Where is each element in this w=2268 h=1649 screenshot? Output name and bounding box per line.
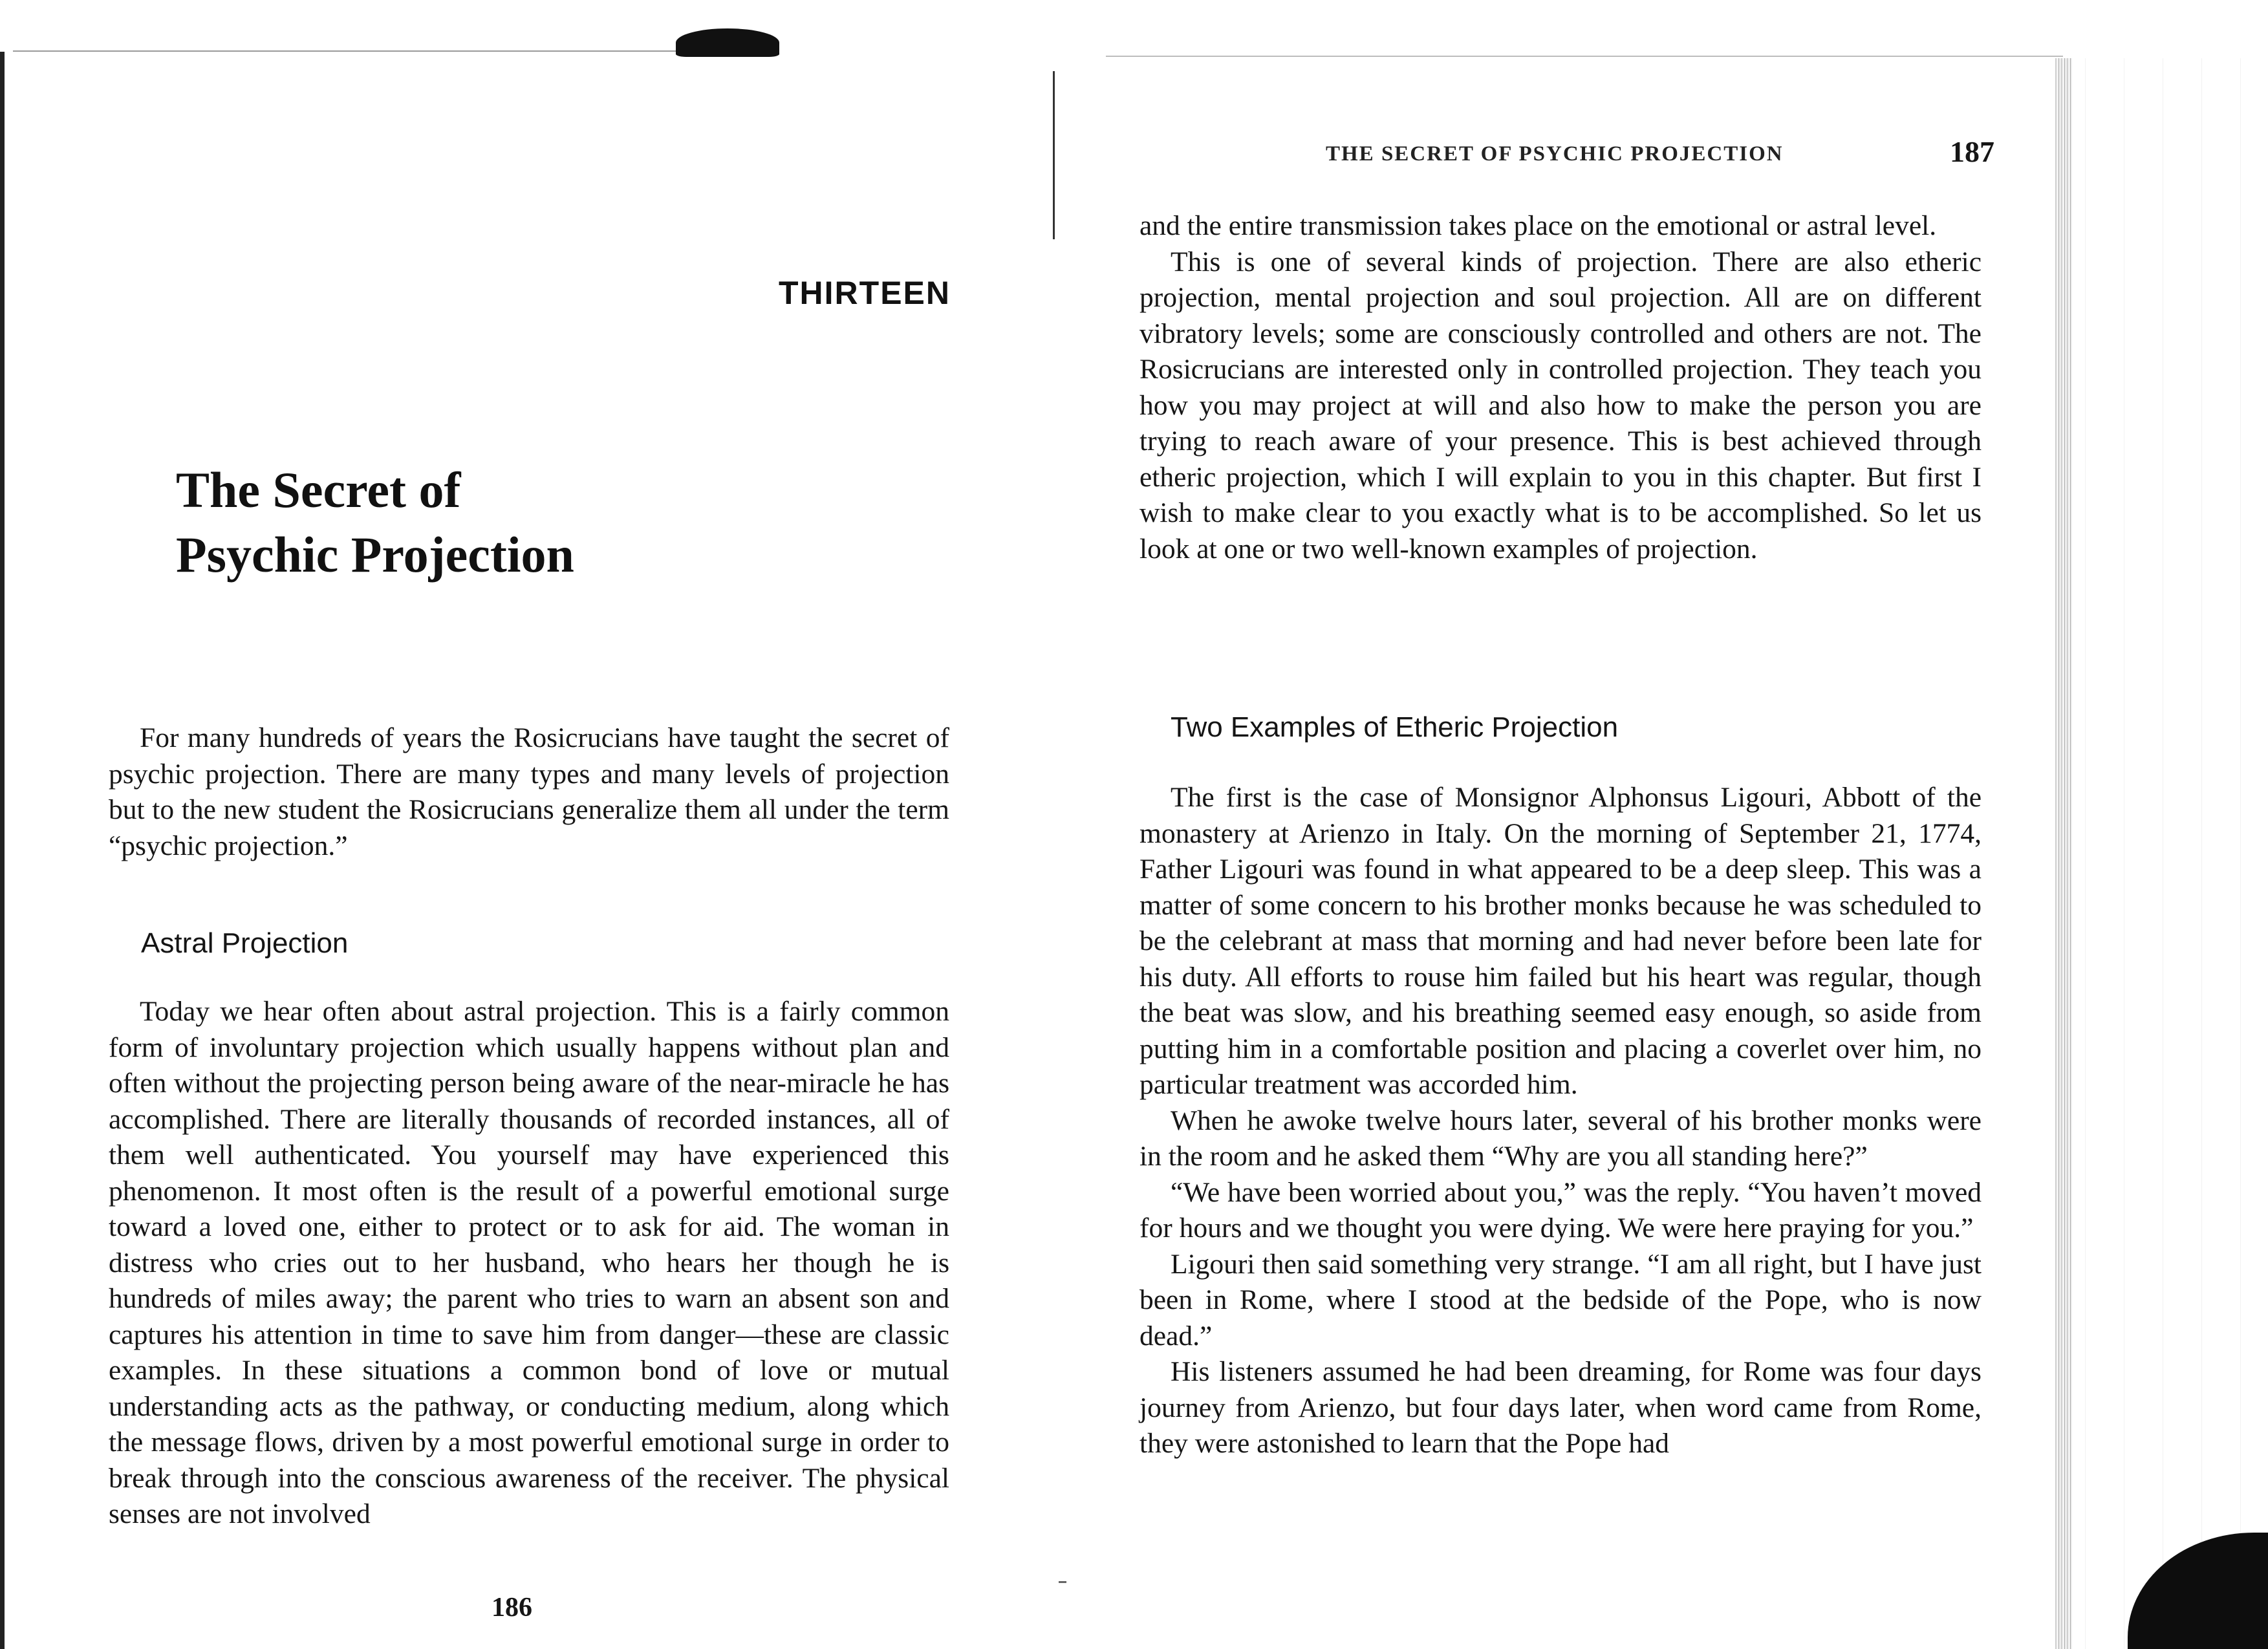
intro-paragraph: For many hundreds of years the Rosicrucians have taught the secret of psychic projection. There are many types and many levels of projection but to the new student the Rosicrucians generalize them all under the term “psychic projection.” [109,722,949,861]
chapter-title [176,458,758,587]
page-number-left: 186 [491,1593,532,1622]
scan-background-right [2072,58,2268,1649]
body-paragraph: When he awoke twelve hours later, several of his brother monks were in the room and he asked them “Why are you all standing here?” [1139,1105,1982,1172]
body-paragraph: Ligouri then said something very strange. “I am all right, but I have just been in Rome, where I stood at the bedside of the Pope, who is now dead.” [1139,1248,1982,1352]
scan-edge-shadow [0,52,5,1649]
page-edge-stack [2055,58,2072,1649]
running-head: THE SECRET OF PSYCHIC PROJECTION [1326,142,1784,166]
gutter-mark [1059,1581,1066,1583]
intro-text [109,720,949,864]
page-number-right: 187 [1950,135,1994,168]
body-paragraph: “We have been worried about you,” was the reply. “You haven’t moved for hours and we thought you were dying. We were here praying for you.” [1139,1176,1982,1244]
scan-blot [676,28,779,57]
etheric-text [1139,780,1982,1462]
chapter-number: THIRTEEN [779,275,951,311]
body-paragraph: The first is the case of Monsignor Alphonsus Ligouri, Abbott of the monastery at Arienzo in Italy. On the morning of September 21, 1774, Father Ligouri was found in what appeared to be a deep sleep. This was a matter of some concern to his brother monks because he was scheduled to be the celebrant at mass that morning and had never before been late for his duty. All efforts to rouse him failed but his heart was regular, though the beat was slow, and his breathing seemed easy enough, so aside from putting him in a comfortable position and placing a coverlet over him, no particular treatment was accorded him. [1139,782,1982,1100]
continuation-paragraph: and the entire transmission takes place on the emotional or astral level. [1139,210,1937,241]
astral-paragraph: Today we hear often about astral projection. This is a fairly common form of involuntary projection which usually happens without plan and often without the projecting person being aware of the near-miracle he has accomplished. There are literally thousands of recorded instances, all of them well authenticated. You yourself may have experienced this phenomenon. It most often is the result of a powerful emotional surge toward a loved one, either to protect or to ask for aid. The woman in distress who cries out to her husband, who hears her though he is hundreds of miles away; the parent who tries to warn an absent son and captures his attention in time to save him from danger—these are classic examples. In these situations a common bond of love or mutual understanding acts as the pathway, or conducting medium, along which the message flows, driven by a most powerful emotional surge in order to break through into the conscious awareness of the receiver. The physical senses are not involved [109,996,949,1529]
gutter-line [1053,71,1055,239]
section-heading-etheric: Two Examples of Etheric Projection [1171,711,1619,743]
right-top-text [1139,208,1982,567]
scan-top-edge-left [13,50,776,52]
section-heading-astral: Astral Projection [141,927,349,959]
kinds-paragraph: This is one of several kinds of projection. There are also etheric projection, mental projection and soul projection. All are on different vibratory levels; some are consciously controlled and others are not. The Rosicrucians are interested only in controlled projection. They teach you how you may project at will and also how to make the person you are trying to reach aware of your presence. This is best achieved through etheric projection, which I will explain to you in this chapter. But first I wish to make clear to you exactly what is to be accomplished. So let us look at one or two well-known examples of projection. [1139,246,1982,565]
chapter-title-line-1: The Secret of [176,462,461,518]
scan-top-edge-right [1106,56,2063,57]
chapter-title-line-2: Psychic Projection [176,526,574,583]
body-paragraph: His listeners assumed he had been dreaming, for Rome was four days journey from Arienzo, but four days later, when word came from Rome, they were astonished to learn that the Pope had [1139,1356,1982,1459]
astral-text [109,994,949,1533]
